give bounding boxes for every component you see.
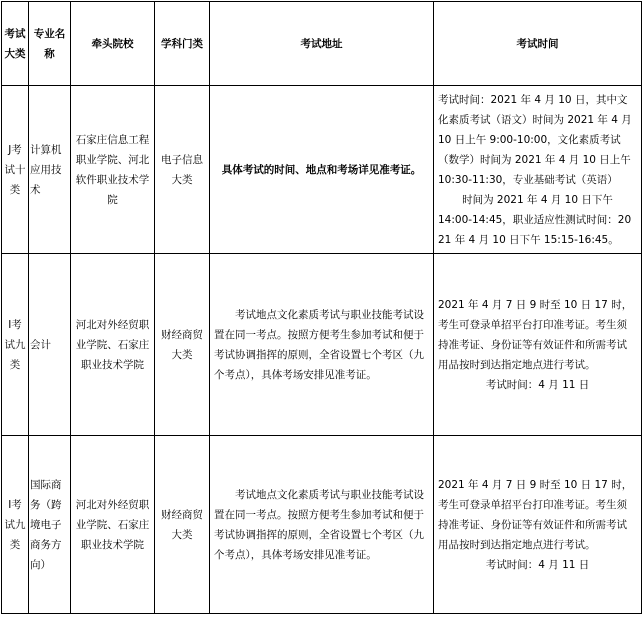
row-lead-school: 河北对外经贸职业学院、石家庄职业技术学院 xyxy=(71,254,155,436)
header-major: 专业名称 xyxy=(29,2,71,86)
exam-schedule-table xyxy=(1,1,642,614)
header-time: 考试时间 xyxy=(434,2,642,86)
row-lead-school: 石家庄信息工程职业学院、河北软件职业技术学院 xyxy=(71,86,155,254)
row-major: 计算机应用技术 xyxy=(29,86,71,254)
row-major: 国际商务（跨境电子商务方向） xyxy=(29,436,71,614)
header-location: 考试地址 xyxy=(210,2,434,86)
header-category: 考试大类 xyxy=(2,2,29,86)
row-category: I考试九类 xyxy=(2,254,29,436)
row-category: J考试十类 xyxy=(2,86,29,254)
time-line: 考试时间：2021 年 4 月 10 日，其中文化素质考试（语文）时间为 2021 年 4 月 10 日上午 9:00-10:00，文化素质考试（数学）时间为 2021 年 4 月 10 日上午 10:30-11:30，专业基础考试（英语） xyxy=(438,93,632,186)
time-line: 考试时间：4 月 11 日 xyxy=(485,378,590,391)
time-line: 2021 年 4 月 7 日 9 时至 10 日 17 时，考生可登录单招平台打印准考证。考生须持准考证、身份证等有效证件和所需考试用品按时到达指定地点进行考试。 xyxy=(438,298,633,371)
time-line: 时间为 2021 年 4 月 10 日下午 xyxy=(462,193,613,206)
time-line: 2021 年 4 月 7 日 9 时至 10 日 17 时，考生可登录单招平台打印准考证。考生须持准考证、身份证等有效证件和所需考试用品按时到达指定地点进行考试。 xyxy=(438,478,633,551)
row-location: 考试地点文化素质考试与职业技能考试设置在同一考点。按照方便考生参加考试和便于考试协调指挥的原则，全省设置七个考区（九个考点），具体考场安排见准考证。 xyxy=(210,254,434,436)
table-row xyxy=(2,254,642,436)
row-time xyxy=(434,436,642,614)
header-discipline: 学科门类 xyxy=(155,2,210,86)
row-lead-school: 河北对外经贸职业学院、石家庄职业技术学院 xyxy=(71,436,155,614)
row-discipline: 财经商贸大类 xyxy=(155,254,210,436)
table-row xyxy=(2,86,642,254)
table-row xyxy=(2,436,642,614)
time-line: 考试时间：4 月 11 日 xyxy=(485,558,590,571)
header-lead-school: 牵头院校 xyxy=(71,2,155,86)
row-major: 会计 xyxy=(29,254,71,436)
row-location: 具体考试的时间、地点和考场详见准考证。 xyxy=(210,86,434,254)
row-time xyxy=(434,254,642,436)
row-discipline: 财经商贸大类 xyxy=(155,436,210,614)
header-row xyxy=(2,2,642,86)
time-line: 14:00-14:45，职业适应性测试时间：2021 年 4 月 10 日下午 15:15-16:45。 xyxy=(438,213,632,246)
row-time xyxy=(434,86,642,254)
row-discipline: 电子信息大类 xyxy=(155,86,210,254)
row-category: I考试九类 xyxy=(2,436,29,614)
row-location: 考试地点文化素质考试与职业技能考试设置在同一考点。按照方便考生参加考试和便于考试协调指挥的原则，全省设置七个考区（九个考点），具体考场安排见准考证。 xyxy=(210,436,434,614)
